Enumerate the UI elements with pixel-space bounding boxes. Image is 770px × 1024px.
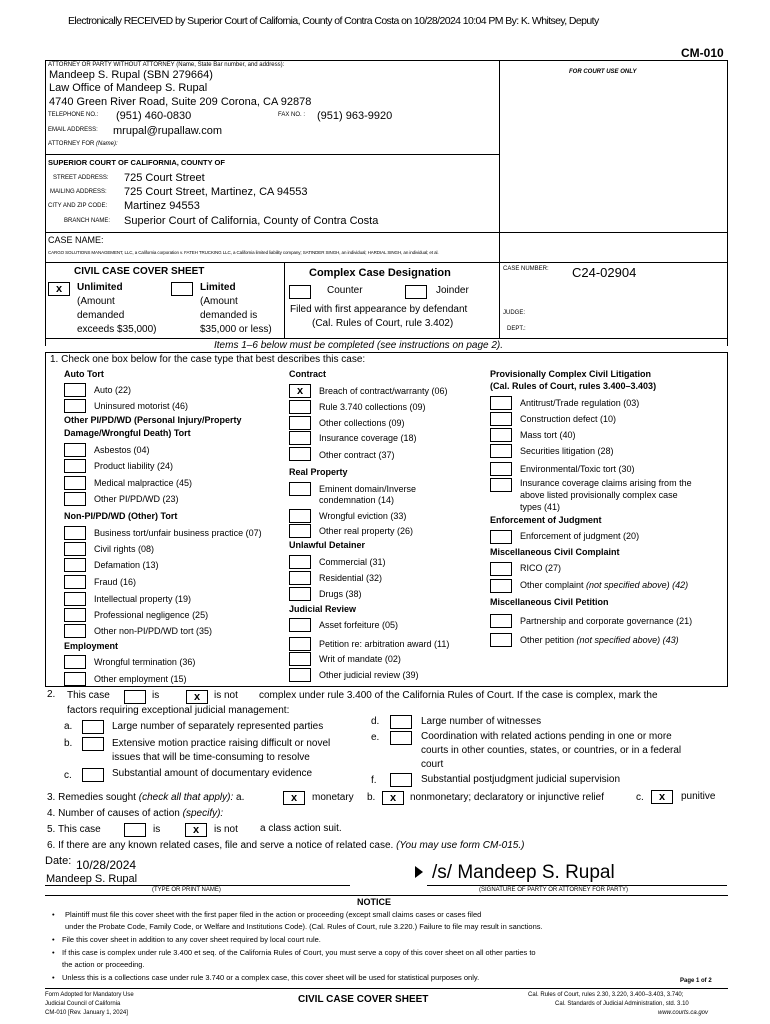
other-non-pi-checkbox[interactable] [64,624,86,638]
q2-is-checkbox[interactable] [124,690,146,704]
q5-is-checkbox[interactable] [124,823,146,837]
product-label: Product liability (24) [94,461,174,471]
footer-center: CIVIL CASE COVER SHEET [298,994,429,1005]
complex-title: Complex Case Designation [309,267,451,279]
footer-left-1: Form Adopted for Mandatory Use [45,992,134,998]
q2-f-text: Substantial postjudgment judicial supervision [421,774,621,785]
enforcement-checkbox[interactable] [490,530,512,544]
q2-d-label: d. [371,716,380,727]
q2-c-checkbox[interactable] [82,768,104,782]
asbestos-label: Asbestos (04) [94,445,150,455]
filing-stamp: Electronically RECEIVED by Superior Court of California, County of Contra Costa on 10/28/2024 10:04 PM By: K. Whitsey, Deputy [68,15,599,27]
q2-b-text-1: Extensive motion practice raising difficult or novel [112,738,331,749]
notice-text-2: File this cover sheet in addition to any cover sheet required by local court rule. [62,935,321,944]
q2-b-label: b. [64,738,73,749]
writ-label: Writ of mandate (02) [319,654,401,664]
q3-b-label: b. [367,792,376,803]
product-checkbox[interactable] [64,459,86,473]
unlimited-desc-2: demanded [77,310,125,321]
commercial-checkbox[interactable] [289,555,311,569]
case-name-value: CARGO SOLUTIONS MANAGEMENT, LLC, a California corporation v. FATEH TRUCKING LLC, a California limited liability company; SATINDER SINGH, an individual; HARDIAL SINGH, an individual; et al. [48,250,439,255]
auto-label: Auto (22) [94,385,132,395]
notice-bullet-3: • [52,948,55,957]
q2-f-checkbox[interactable] [390,773,412,787]
medical-checkbox[interactable] [64,476,86,490]
case-number-value: C24-02904 [572,265,637,280]
q2-is-not-checkbox[interactable]: x [186,690,208,704]
q6-text: 6. If there are any known related cases, file and serve a notice of related case. (You may use form CM-015.) [47,840,525,851]
limited-checkbox[interactable] [171,282,193,296]
ins-claims-label-3: types (41) [520,502,561,512]
asbestos-checkbox[interactable] [64,443,86,457]
email-value: mrupal@rupallaw.com [113,125,222,137]
punitive-checkbox[interactable]: x [651,790,673,804]
notice-text-4: Unless this is a collections case under rule 3.740 or a complex case, this cover sheet will be used for statistical purposes only. [62,973,480,982]
court-title: SUPERIOR COURT OF CALIFORNIA, COUNTY OF [48,158,225,167]
professional-label: Professional negligence (25) [94,610,209,620]
print-name-label: (TYPE OR PRINT NAME) [152,887,221,893]
q4-text: 4. Number of causes of action (specify): [47,808,224,819]
petition-arb-checkbox[interactable] [289,637,311,651]
commercial-label: Commercial (31) [319,557,386,567]
mailing-label: MAILING ADDRESS: [50,189,107,195]
prov-heading-1: Provisionally Complex Civil Litigation [490,369,652,379]
nonmonetary-label: nonmonetary; declaratory or injunctive relief [410,792,604,803]
dept-label: DEPT.: [507,326,526,332]
nonmonetary-checkbox[interactable]: x [382,791,404,805]
breach-label: Breach of contract/warranty (06) [319,386,448,396]
punitive-label: punitive [681,791,716,802]
securities-checkbox[interactable] [490,444,512,458]
mass-tort-checkbox[interactable] [490,428,512,442]
misc-complaint-heading: Miscellaneous Civil Complaint [490,547,620,557]
wrongful-term-checkbox[interactable] [64,655,86,669]
real-property-heading: Real Property [289,467,348,477]
ip-checkbox[interactable] [64,592,86,606]
unlawful-heading: Unlawful Detainer [289,540,366,550]
judicial-heading: Judicial Review [289,604,357,614]
q2-this-case: This case [67,690,110,701]
telephone-label: TELEPHONE NO.: [48,112,99,118]
notice-title: NOTICE [357,897,392,907]
antitrust-checkbox[interactable] [490,396,512,410]
q2-c-text: Substantial amount of documentary evidence [112,768,313,779]
signature-value: /s/ Mandeep S. Rupal [432,862,615,883]
breach-checkbox[interactable]: x [289,384,311,398]
q2-e-text-2: courts in other counties, states, or countries, or in a federal [421,745,682,756]
q2-d-checkbox[interactable] [390,715,412,729]
filed-rule: (Cal. Rules of Court, rule 3.402) [312,318,454,329]
q2-a-checkbox[interactable] [82,720,104,734]
mass-tort-label: Mass tort (40) [520,430,576,440]
professional-checkbox[interactable] [64,608,86,622]
insurance-label: Insurance coverage (18) [319,433,417,443]
notice-text-3a: If this case is complex under rule 3.400 et seq. of the California Rules of Court, you must serve a copy of this cover sheet on all other parties to [62,948,536,957]
counter-label: Counter [327,285,363,296]
other-employment-checkbox[interactable] [64,672,86,686]
construction-checkbox[interactable] [490,412,512,426]
environmental-checkbox[interactable] [490,462,512,476]
non-pi-heading: Non-PI/PD/WD (Other) Tort [64,511,178,521]
q2-c-label: c. [64,770,72,781]
cover-title: CIVIL CASE COVER SHEET [74,266,205,277]
signature-label: (SIGNATURE OF PARTY OR ATTORNEY FOR PARTY) [479,887,629,893]
signature-arrow-icon [414,865,424,879]
city-label: CITY AND ZIP CODE: [48,203,108,209]
eminent-checkbox[interactable] [289,482,311,496]
monetary-checkbox[interactable]: x [283,791,305,805]
other-pipdwd-label: Other PI/PD/WD (23) [94,494,179,504]
ins-claims-checkbox[interactable] [490,478,512,492]
attorney-label: ATTORNEY OR PARTY WITHOUT ATTORNEY (Name, State Bar number, and address): [48,62,285,68]
auto-tort-heading: Auto Tort [64,369,104,379]
other-real-checkbox[interactable] [289,524,311,538]
notice-text-3b: the action or proceeding. [62,960,145,969]
other-contract-label: Other contract (37) [319,450,395,460]
auto-checkbox[interactable] [64,383,86,397]
q2-e-text-3: court [421,759,444,770]
q2-e-label: e. [371,732,380,743]
contract-heading: Contract [289,369,327,379]
ins-claims-label-1: Insurance coverage claims arising from the [520,478,692,488]
other-complaint-label: Other complaint (not specified above) (42) [520,580,689,590]
telephone-value: (951) 460-0830 [116,110,192,122]
case-number-label: CASE NUMBER: [503,266,549,272]
wrongful-eviction-label: Wrongful eviction (33) [319,511,407,521]
limited-desc-2: demanded is [200,310,258,321]
unlimited-desc-3: exceeds $35,000) [77,324,157,335]
q2-a-label: a. [64,721,73,732]
rule-3740-checkbox[interactable] [289,400,311,414]
page-number: Page 1 of 2 [680,978,712,984]
q2-number: 2. [47,689,56,700]
other-real-label: Other real property (26) [319,526,414,536]
attorney-firm: Law Office of Mandeep S. Rupal [49,82,208,94]
print-name-value: Mandeep S. Rupal [46,873,138,885]
enforcement-heading: Enforcement of Judgment [490,515,602,525]
fraud-label: Fraud (16) [94,577,137,587]
filed-with-first-appearance: Filed with first appearance by defendant [290,304,468,315]
partnership-label: Partnership and corporate governance (21) [520,616,693,626]
other-petition-label: Other petition (not specified above) (43) [520,635,679,645]
drugs-checkbox[interactable] [289,587,311,601]
attorney-address: 4740 Green River Road, Suite 209 Corona, CA 92878 [49,96,312,108]
monetary-label: monetary [312,792,354,803]
q5-text: 5. This case [47,824,101,835]
limited-label: Limited [200,282,236,293]
wrongful-eviction-checkbox[interactable] [289,509,311,523]
securities-label: Securities litigation (28) [520,446,614,456]
uninsured-checkbox[interactable] [64,399,86,413]
question-1: 1. Check one box below for the case type that best describes this case: [50,354,366,365]
attorney-for-label: ATTORNEY FOR (Name): [48,141,118,147]
city-value: Martinez 94553 [124,200,200,212]
footer-left-3: CM-010 [Rev. January 1, 2024] [45,1010,128,1016]
q2-e-text-1: Coordination with related actions pending in one or more [421,731,672,742]
civil-rights-checkbox[interactable] [64,542,86,556]
uninsured-label: Uninsured motorist (46) [94,401,189,411]
unlimited-label: Unlimited [77,282,123,293]
prov-heading-2: (Cal. Rules of Court, rules 3.400–3.403) [490,381,657,391]
antitrust-label: Antitrust/Trade regulation (03) [520,398,640,408]
rico-checkbox[interactable] [490,562,512,576]
q2-b-checkbox[interactable] [82,737,104,751]
writ-checkbox[interactable] [289,652,311,666]
other-collections-checkbox[interactable] [289,416,311,430]
petition-arb-label: Petition re: arbitration award (11) [319,639,450,649]
unlimited-checkbox[interactable]: x [48,282,70,296]
footer-left-2: Judicial Council of California [45,1001,121,1007]
joinder-label: Joinder [436,285,469,296]
eminent-label-2: condemnation (14) [319,495,395,505]
defamation-checkbox[interactable] [64,558,86,572]
q5-is-label: is [153,824,161,835]
q2-text-1: complex under rule 3.400 of the California Rules of Court. If the case is complex, mark the [259,690,658,701]
q5-tail: a class action suit. [260,823,342,834]
employment-heading: Employment [64,641,119,651]
branch-label: BRANCH NAME: [64,218,111,224]
medical-label: Medical malpractice (45) [94,478,193,488]
q2-is-label: is [152,690,160,701]
q2-e-checkbox[interactable] [390,731,412,745]
other-petition-checkbox[interactable] [490,633,512,647]
other-pi-heading-2: Damage/Wrongful Death) Tort [64,428,191,438]
q2-b-text-2: issues that will be time-consuming to resolve [112,752,310,763]
court-use-label: FOR COURT USE ONLY [569,69,637,75]
misc-petition-heading: Miscellaneous Civil Petition [490,597,609,607]
fax-value: (951) 963-9920 [317,110,393,122]
business-checkbox[interactable] [64,526,86,540]
drugs-label: Drugs (38) [319,589,362,599]
q5-is-not-label: is not [214,824,238,835]
rico-label: RICO (27) [520,563,562,573]
other-employment-label: Other employment (15) [94,674,187,684]
rule-3740-label: Rule 3.740 collections (09) [319,402,426,412]
counter-checkbox[interactable] [289,285,311,299]
residential-checkbox[interactable] [289,571,311,585]
other-non-pi-label: Other non-PI/PD/WD tort (35) [94,626,213,636]
other-judicial-label: Other judicial review (39) [319,670,419,680]
other-complaint-checkbox[interactable] [490,579,512,593]
q2-d-text: Large number of witnesses [421,716,542,727]
defamation-label: Defamation (13) [94,560,159,570]
footer-right-1: Cal. Rules of Court, rules 2.30, 3.220, 3.400–3.403, 3.740; [528,992,684,998]
notice-text-1b: under the Probate Code, Family Code, or Welfare and Institutions Code). (Cal. Rules of Court, rule 3.220.) Failure to file may result in sanctions. [65,922,543,931]
limited-desc-3: $35,000 or less) [200,324,272,335]
footer-right-2: Cal. Standards of Judicial Administration, std. 3.10 [555,1001,689,1007]
fax-label: FAX NO. : [278,112,306,118]
insurance-checkbox[interactable] [289,431,311,445]
ins-claims-label-2: above listed provisionally complex case [520,490,678,500]
q3-text: 3. Remedies sought (check all that apply): a. [47,792,245,803]
fraud-checkbox[interactable] [64,575,86,589]
street-value: 725 Court Street [124,172,205,184]
other-collections-label: Other collections (09) [319,418,405,428]
notice-bullet-2: • [52,935,55,944]
q2-f-label: f. [371,775,377,786]
construction-label: Construction defect (10) [520,414,617,424]
other-contract-checkbox[interactable] [289,447,311,461]
other-judicial-checkbox[interactable] [289,668,311,682]
q5-is-not-checkbox[interactable]: x [185,823,207,837]
limited-desc-1: (Amount [200,296,238,307]
branch-value: Superior Court of California, County of Contra Costa [124,215,379,227]
other-pipdwd-checkbox[interactable] [64,492,86,506]
street-label: STREET ADDRESS: [53,175,109,181]
q2-text-2: factors requiring exceptional judicial management: [67,705,290,716]
asset-label: Asset forfeiture (05) [319,620,399,630]
q3-c-label: c. [636,792,644,803]
business-label: Business tort/unfair business practice (07) [94,528,262,538]
partnership-checkbox[interactable] [490,614,512,628]
notice-text-1a: Plaintiff must file this cover sheet with the first paper filed in the action or proceeding (except small claims cases or cases filed [65,910,482,919]
civil-rights-label: Civil rights (08) [94,544,155,554]
ip-label: Intellectual property (19) [94,594,192,604]
other-pi-heading-1: Other PI/PD/WD (Personal Injury/Property [64,415,242,425]
residential-label: Residential (32) [319,573,383,583]
notice-bullet-1: • [52,910,55,919]
date-label: Date: [45,855,72,867]
enforcement-label: Enforcement of judgment (20) [520,531,640,541]
attorney-name: Mandeep S. Rupal (SBN 279664) [49,69,213,81]
q2-is-not-label: is not [214,690,238,701]
judge-label: JUDGE: [503,310,526,316]
email-label: EMAIL ADDRESS: [48,127,98,133]
environmental-label: Environmental/Toxic tort (30) [520,464,635,474]
footer-right-3[interactable]: www.courts.ca.gov [658,1010,709,1016]
unlimited-desc-1: (Amount [77,296,115,307]
notice-bullet-4: • [52,973,55,982]
eminent-label-1: Eminent domain/Inverse [319,484,417,494]
joinder-checkbox[interactable] [405,285,427,299]
mailing-value: 725 Court Street, Martinez, CA 94553 [124,186,308,198]
wrongful-term-label: Wrongful termination (36) [94,657,196,667]
case-name-label: CASE NAME: [48,235,104,245]
asset-checkbox[interactable] [289,618,311,632]
form-id: CM-010 [681,46,724,60]
date-value: 10/28/2024 [76,858,137,872]
items-note: Items 1–6 below must be completed (see instructions on page 2). [214,340,504,351]
q2-a-text: Large number of separately represented parties [112,721,324,732]
